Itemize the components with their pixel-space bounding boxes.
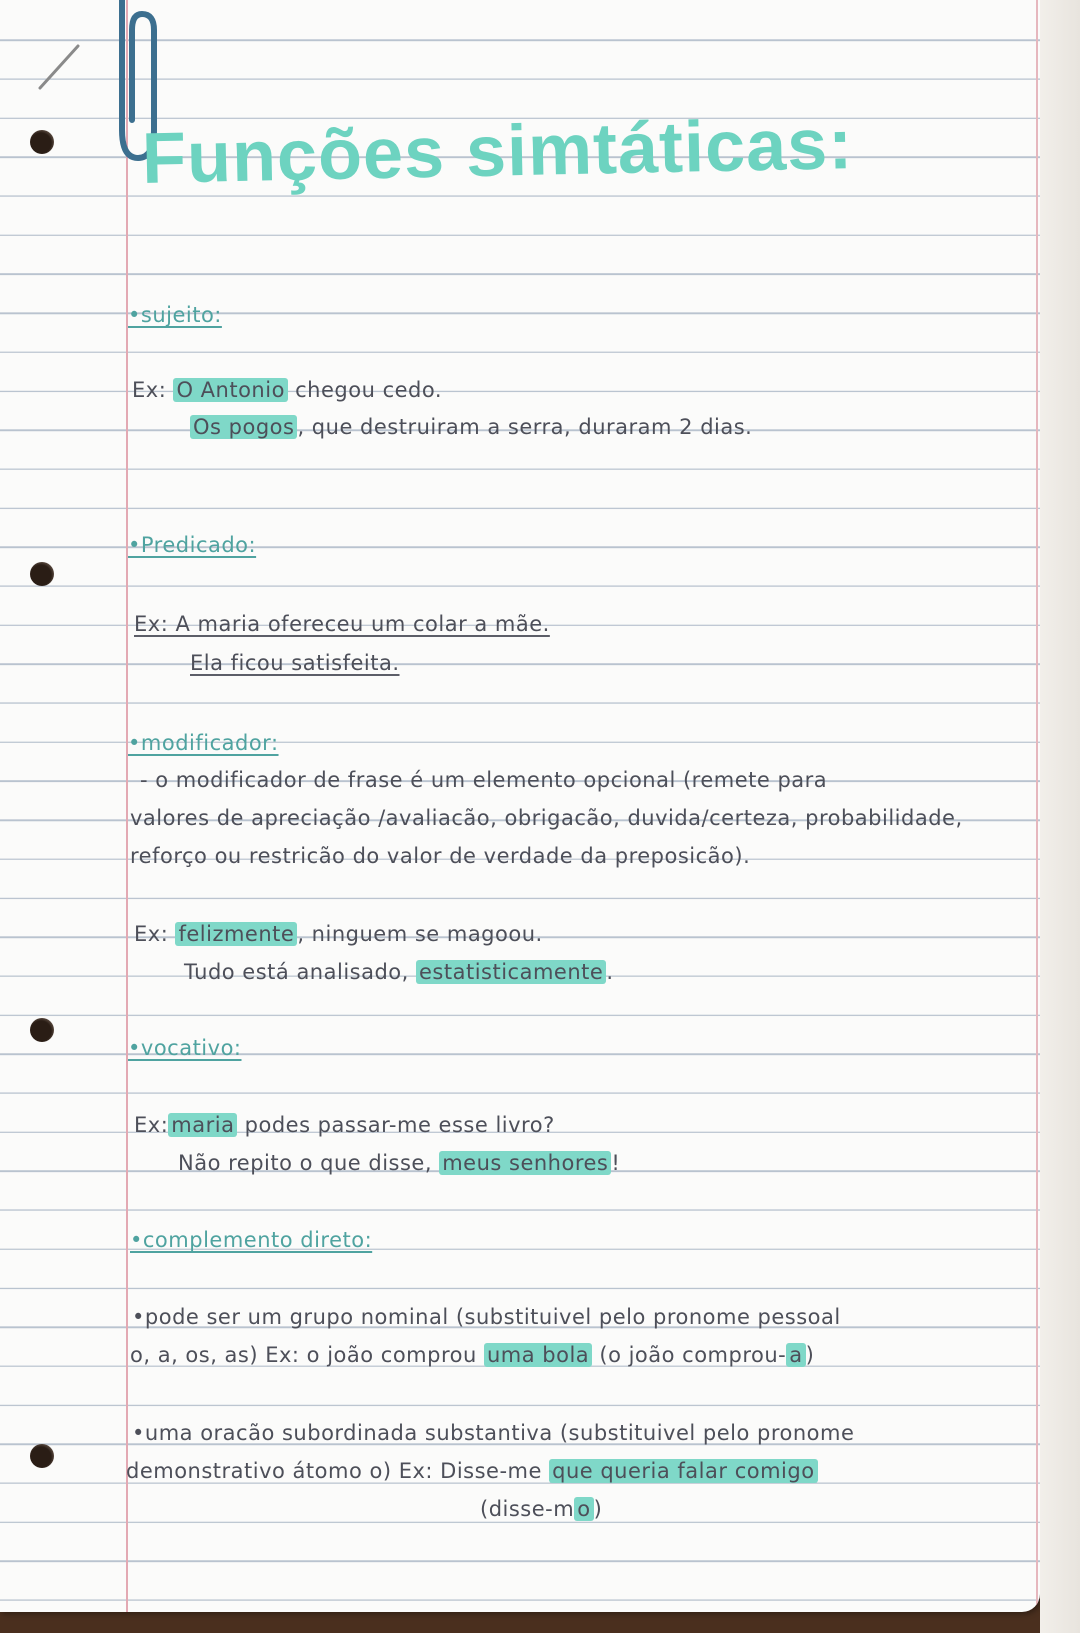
complemento-item-1-line-1: •pode ser um grupo nominal (substituivel pelo pronome pessoal (132, 1305, 841, 1329)
binder-hole-icon (30, 1444, 54, 1468)
highlighted-vocative: maria (168, 1113, 237, 1137)
example-text: ) (805, 1343, 815, 1367)
section-heading-modificador: •modificador: (128, 731, 279, 755)
highlighted-pronoun: a (786, 1343, 805, 1367)
example-text: . (606, 960, 614, 984)
highlighted-subject: O Antonio (173, 378, 287, 402)
example-text: , que destruiram a serra, duraram 2 dias. (297, 415, 753, 439)
margin-line-right (1036, 0, 1038, 1612)
sujeito-example-2 (190, 415, 752, 439)
modificador-example-2 (184, 960, 614, 984)
example-text: (o joão comprou- (599, 1343, 787, 1367)
pencil-stroke-icon (36, 42, 86, 92)
highlighted-object: uma bola (484, 1343, 592, 1367)
example-text: demonstrativo átomo o) Ex: Disse-me (126, 1459, 542, 1483)
modificador-definition-line-1: - o modificador de frase é um elemento opcional (remete para (140, 768, 828, 792)
section-heading-predicado: •Predicado: (128, 533, 257, 557)
complemento-item-2-line-2 (126, 1459, 818, 1483)
margin-line (126, 0, 128, 1612)
modificador-definition-line-3: reforço ou restricão do valor de verdade da preposicão). (130, 844, 751, 868)
example-prefix: Ex: (132, 378, 167, 402)
highlighted-pronoun: o (574, 1497, 593, 1521)
page-edge (1040, 0, 1080, 1633)
example-text: ) (593, 1497, 603, 1521)
example-text: ! (611, 1151, 621, 1175)
complemento-item-2-line-1: •uma oracão subordinada substantiva (substituivel pelo pronome (132, 1421, 855, 1445)
highlighted-modifier: estatisticamente (416, 960, 606, 984)
section-heading-complemento-direto: •complemento direto: (130, 1228, 373, 1252)
complemento-item-1-line-2 (130, 1343, 814, 1367)
binder-hole-icon (30, 130, 54, 154)
example-text: Tudo está analisado, (184, 960, 409, 984)
example-prefix: Ex: (134, 1113, 169, 1137)
vocativo-example-2 (178, 1151, 620, 1175)
vocativo-example-1 (134, 1113, 555, 1137)
example-text: chegou cedo. (295, 378, 443, 402)
example-text: podes passar-me esse livro? (244, 1113, 555, 1137)
section-heading-vocativo: •vocativo: (128, 1036, 242, 1060)
complemento-item-2-line-3 (480, 1497, 602, 1521)
example-text: (disse-m (480, 1497, 575, 1521)
binder-hole-icon (30, 1018, 54, 1042)
highlighted-modifier: felizmente (175, 922, 297, 946)
highlighted-vocative: meus senhores (439, 1151, 611, 1175)
predicado-example-2: Ela ficou satisfeita. (190, 651, 400, 675)
example-text: , ninguem se magoou. (297, 922, 543, 946)
highlighted-object: que queria falar comigo (549, 1459, 817, 1483)
predicado-example-1: Ex: A maria ofereceu um colar a mãe. (134, 612, 550, 636)
modificador-example-1 (134, 922, 543, 946)
example-text: Não repito o que disse, (178, 1151, 433, 1175)
section-heading-sujeito: •sujeito: (128, 303, 222, 327)
sujeito-example-1 (132, 378, 442, 402)
modificador-definition-line-2: valores de apreciação /avaliacão, obrigacão, duvida/certeza, probabilidade, (130, 806, 963, 830)
binder-hole-icon (30, 562, 54, 586)
highlighted-subject: Os pogos (190, 415, 297, 439)
example-prefix: Ex: (134, 922, 169, 946)
example-text: o, a, os, as) Ex: o joão comprou (130, 1343, 477, 1367)
page-title: Funções simtáticas: (141, 104, 854, 199)
